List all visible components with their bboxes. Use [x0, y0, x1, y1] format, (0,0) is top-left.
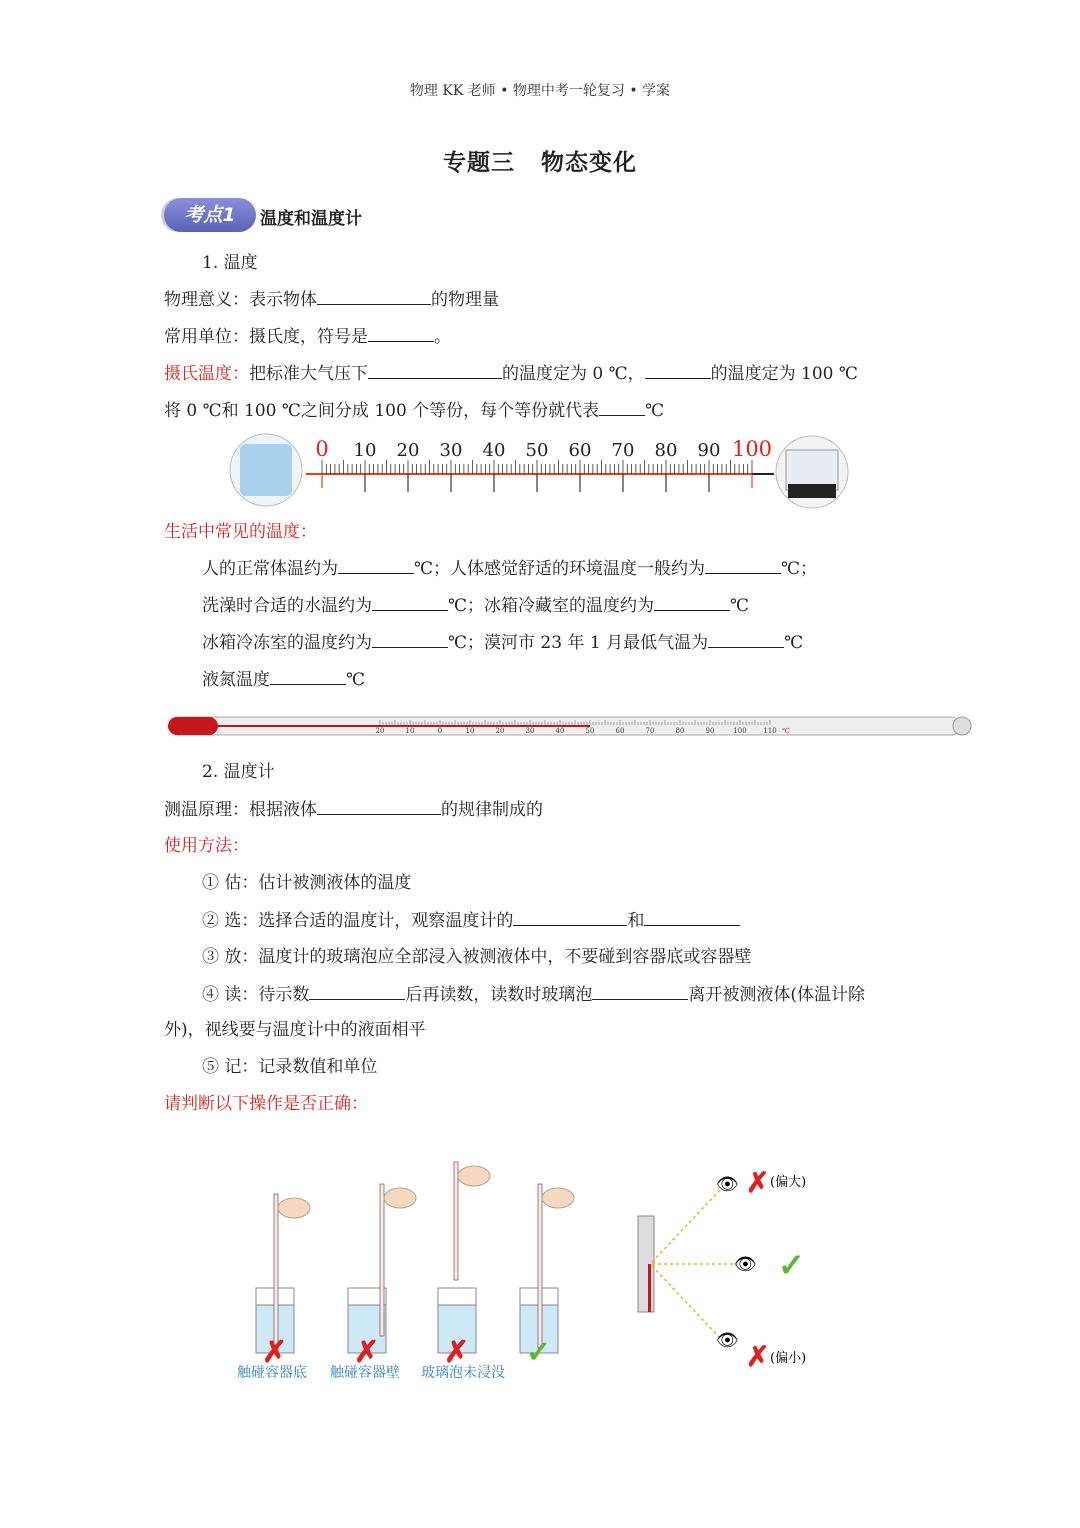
- scale-label: 100: [731, 437, 773, 461]
- hand-icon: [384, 1188, 416, 1208]
- cross-icon: ✗: [262, 1335, 288, 1370]
- scale-label: 70: [611, 440, 635, 461]
- eye-icon: 👁: [734, 1254, 757, 1275]
- thermo-label: 100: [733, 727, 747, 735]
- life-line: 液氮温度 ℃: [202, 670, 366, 690]
- thermo-label: 50: [585, 727, 595, 735]
- hand-icon: [278, 1198, 310, 1218]
- thermo-label: 20: [375, 727, 385, 735]
- eye-icon: 👁: [716, 1330, 739, 1351]
- ice-block: [240, 444, 292, 496]
- title-part: 专题三: [443, 150, 515, 176]
- thermometer-figure: [164, 710, 976, 742]
- thermo-label: 40: [555, 727, 565, 735]
- hand-icon: [458, 1166, 490, 1186]
- thermo-label: 80: [675, 727, 685, 735]
- eye-label: (偏大): [770, 1175, 807, 1190]
- page-title: [0, 144, 1080, 177]
- life-temp-title: 生活中常见的温度：: [164, 522, 317, 542]
- life-line: 洗澡时合适的水温约为 ℃；冰箱冷藏室的温度约为 ℃: [202, 596, 750, 616]
- thermo-unit: ℃: [782, 727, 790, 735]
- scale-label: 50: [525, 440, 549, 461]
- line-division: 将 0 ℃和 100 ℃之间分成 100 个等份，每个等份就代表 ℃: [164, 401, 665, 421]
- liquid-column: [214, 725, 590, 727]
- scale-label: 60: [568, 440, 592, 461]
- thermometer: [538, 1184, 542, 1348]
- page-header: 物理 KK 老师 • 物理中考一轮复习 • 学案: [409, 83, 671, 99]
- thermo-label: 10: [465, 727, 475, 735]
- thermo-label: 10: [405, 727, 415, 735]
- step-continued: 外)，视线要与温度计中的液面相平: [164, 1020, 426, 1040]
- section-title: 温度和温度计: [260, 209, 362, 229]
- scale-label: 80: [654, 440, 678, 461]
- heading-thermometer: 2. 温度计: [202, 762, 275, 782]
- thermo-label: 20: [495, 727, 505, 735]
- scale-label: 0: [315, 437, 329, 461]
- step: ③ 放：温度计的玻璃泡应全部浸入被测液体中，不要碰到容器底或容器壁: [202, 947, 752, 967]
- step: ④ 读：待示数 后再读数，读数时玻璃泡 离开被测液体(体温计除: [202, 985, 866, 1005]
- heading-temperature: 1. 温度: [202, 253, 258, 273]
- life-line: 冰箱冷冻室的温度约为 ℃；漠河市 23 年 1 月最低气温为 ℃: [202, 633, 804, 653]
- eye-label: (偏小): [770, 1351, 807, 1366]
- caption: 触碰容器底: [237, 1365, 307, 1381]
- usage-title: 使用方法：: [164, 836, 249, 856]
- thermo-label: 70: [645, 727, 655, 735]
- operations-figure: [220, 1150, 840, 1390]
- scale-label: 40: [482, 440, 506, 461]
- cross-icon: ✗: [444, 1335, 470, 1370]
- eye-icon: 👁: [716, 1174, 739, 1195]
- step: ② 选：选择合适的温度计，观察温度计的 和: [202, 909, 740, 932]
- thermometer-bulb: [168, 717, 218, 735]
- thermometer: [274, 1194, 278, 1353]
- line-meaning: 物理意义：表示物体 的物理量: [164, 290, 499, 310]
- topic-badge: 考点1: [164, 198, 256, 232]
- reading-thermometer: [638, 1216, 654, 1312]
- caption: 玻璃泡未浸没: [421, 1365, 505, 1381]
- thermometer: [380, 1184, 384, 1336]
- thermo-label: 110: [763, 727, 777, 735]
- scale-label: 10: [353, 440, 377, 461]
- scale-label: 90: [697, 440, 721, 461]
- line-principle: 测温原理：根据液体 的规律制成的: [164, 800, 543, 820]
- title-part: 物态变化: [541, 150, 637, 176]
- thermo-label: 90: [705, 727, 715, 735]
- cross-icon: ✗: [746, 1340, 770, 1373]
- thermometer: [454, 1162, 458, 1280]
- caption: 触碰容器壁: [330, 1365, 400, 1381]
- check-icon: ✓: [778, 1246, 805, 1284]
- scale-label: 20: [396, 440, 420, 461]
- scale-label: 30: [439, 440, 463, 461]
- check-icon: ✓: [526, 1335, 552, 1370]
- cross-icon: ✗: [746, 1166, 770, 1199]
- thermo-label: 60: [615, 727, 625, 735]
- step: ① 估：估计被测液体的温度: [202, 873, 412, 893]
- life-line: 人的正常体温约为 ℃；人体感觉舒适的环境温度一般约为 ℃；: [202, 559, 818, 579]
- celsius-scale-figure: [226, 430, 856, 510]
- line-celsius: 摄氏温度：把标准大气压下 的温度定为 0 ℃， 的温度定为 100 ℃: [164, 364, 858, 384]
- beaker-rim: [438, 1288, 476, 1305]
- step: ⑤ 记：记录数值和单位: [202, 1057, 378, 1077]
- thermo-label: 30: [525, 727, 535, 735]
- line-unit: 常用单位：摄氏度，符号是 。: [164, 327, 451, 347]
- judge-title: 请判断以下操作是否正确：: [164, 1094, 368, 1114]
- cross-icon: ✗: [354, 1335, 380, 1370]
- hand-icon: [542, 1188, 574, 1208]
- thermo-label: 0: [437, 727, 443, 735]
